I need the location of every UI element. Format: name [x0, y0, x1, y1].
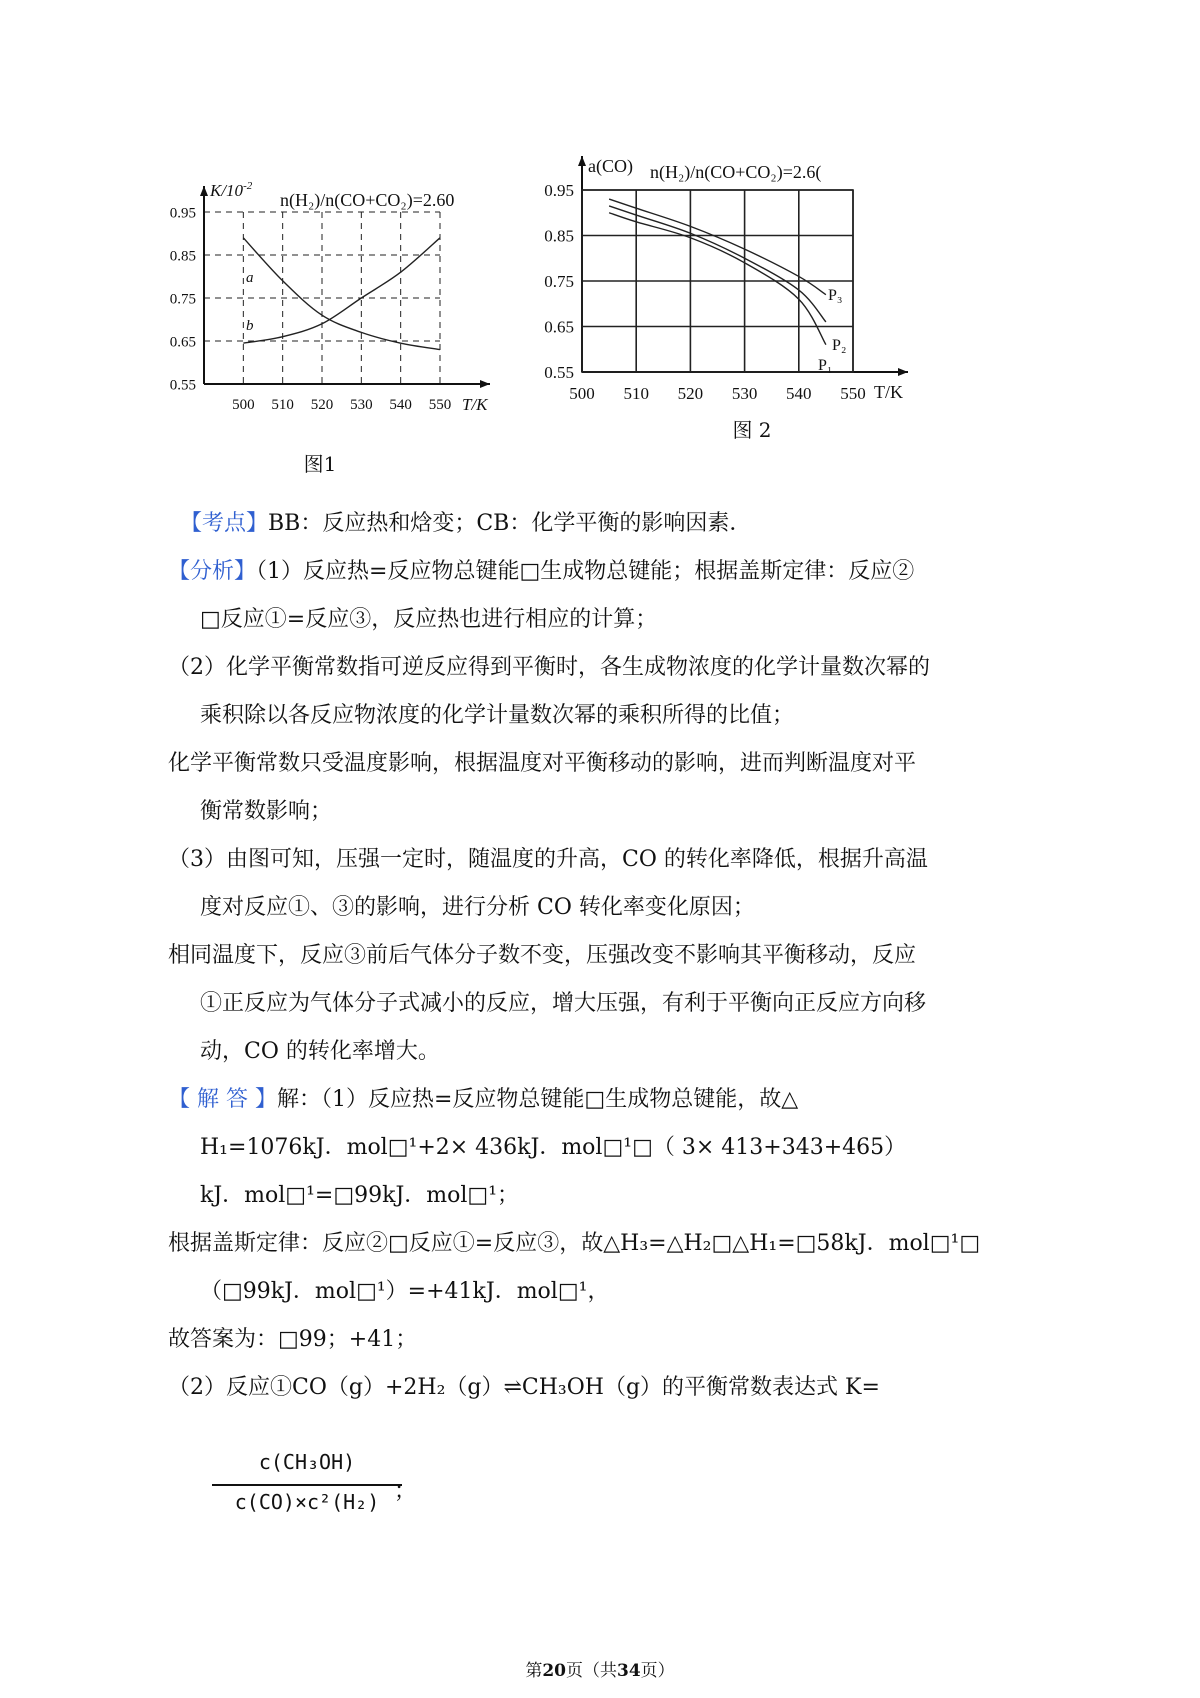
fraction-numerator: c(CH₃OH) [258, 1450, 356, 1474]
footer-mid: 页（共 [566, 1661, 617, 1681]
figure-1-chart [160, 182, 520, 442]
equilibrium-constant-fraction [212, 1450, 416, 1514]
y-tick-label-0: 0.55 [169, 377, 196, 394]
y-tick-label-1: 0.65 [544, 317, 574, 337]
jieda-line-4: （2）反应①CO（g）+2H₂（g）⇌CH₃OH（g）的平衡常数表达式 K= [168, 1375, 880, 1400]
x-tick-label-0: 500 [232, 397, 255, 413]
jieda-paragraph [168, 1076, 1028, 1412]
series-line-1 [243, 238, 440, 343]
figure-2-caption: 图 2 [732, 418, 772, 442]
x-tick-label-2: 520 [310, 397, 334, 413]
fenxi-line-1b: □反应①=反应③，反应热也进行相应的计算； [200, 607, 658, 632]
figure-2 [518, 150, 928, 450]
figure-1-caption: 图1 [303, 452, 337, 476]
x-axis-arrow [480, 380, 490, 388]
x-tick-label-4: 540 [786, 384, 812, 403]
figure-1-curve-label-b: b [246, 318, 254, 334]
y-tick-label-4: 0.95 [169, 205, 196, 222]
fenxi-line-2: （2）化学平衡常数指可逆反应得到平衡时，各生成物浓度的化学计量数次幂的 [168, 655, 930, 680]
fenxi-line-5: 相同温度下，反应③前后气体分子数不变，压强改变不影响其平衡移动，反应 [168, 943, 917, 968]
x-tick-label-3: 530 [731, 384, 758, 403]
jieda-text-1: 解：（1）反应热=反应物总键能□生成物总键能，故△ [276, 1087, 799, 1112]
figure-1 [160, 182, 520, 442]
jieda-line-3: 故答案为：□99；+41； [168, 1327, 418, 1352]
x-tick-label-0: 500 [569, 384, 595, 403]
y-tick-label-2: 0.75 [169, 291, 196, 308]
fenxi-line-1 [168, 548, 1028, 596]
x-tick-label-1: 510 [271, 397, 294, 413]
figure-2-curve-label-p3: P₃ [828, 287, 843, 304]
footer-page-number: 20 [542, 1661, 566, 1681]
fenxi-line-5b: ①正反应为气体分子式减小的反应，增大压强，有利于平衡向正反应方向移 [200, 991, 927, 1016]
figure-2-x-axis-label: T/K [874, 382, 903, 402]
fenxi-line-3: 化学平衡常数只受温度影响，根据温度对平衡移动的影响，进而判断温度对平 [168, 751, 917, 776]
fenxi-line-4b: 度对反应①、③的影响，进行分析 CO 转化率变化原因； [200, 895, 755, 920]
footer-suffix: 页） [640, 1661, 675, 1681]
x-tick-label-5: 550 [428, 397, 452, 413]
figure-2-y-axis-label: a(CO) [588, 156, 633, 176]
fraction-bar [212, 1484, 402, 1486]
series-line-2 [609, 213, 826, 345]
page-footer [0, 1656, 1200, 1681]
y-tick-label-3: 0.85 [169, 248, 196, 265]
jieda-line-2b: （□99kJ．mol□¹）=+41kJ．mol□¹， [200, 1279, 610, 1304]
fenxi-paragraph [168, 548, 1028, 1076]
fenxi-text-1: （1）反应热=反应物总键能□生成物总键能；根据盖斯定律：反应② [256, 559, 915, 584]
fenxi-line-3b: 衡常数影响； [200, 799, 333, 824]
x-tick-label-5: 550 [840, 384, 866, 403]
figure-1-x-axis-label: T/K [462, 395, 488, 414]
kaodian-tag: 【考点】 [180, 511, 269, 536]
figure-2-curve-label-p1: P₁ [818, 357, 833, 374]
x-tick-label-3: 530 [350, 397, 373, 413]
jieda-line-2: 根据盖斯定律：反应②□反应①=反应③，故△H₃=△H₂□△H₁=□58kJ．mol□¹□ [168, 1231, 981, 1256]
figure-1-curve-label-a: a [246, 270, 254, 286]
x-tick-label-2: 520 [677, 384, 704, 403]
jieda-line-1 [168, 1076, 1028, 1124]
kaodian-text: BB：反应热和焓变；CB：化学平衡的影响因素． [268, 511, 752, 536]
figure-2-condition: n(H₂)/n(CO+CO₂)=2.6( [650, 162, 822, 182]
y-tick-label-4: 0.95 [544, 180, 574, 200]
fenxi-tag: 【分析】 [168, 559, 257, 584]
fenxi-line-4: （3）由图可知，压强一定时，随温度的升高，CO 的转化率降低，根据升高温 [168, 847, 928, 872]
x-axis-arrow [898, 368, 908, 376]
fenxi-line-2b: 乘积除以各反应物浓度的化学计量数次幂的乘积所得的比值； [200, 703, 795, 728]
jieda-line-1c: kJ．mol□¹=□99kJ．mol□¹； [200, 1183, 520, 1208]
fenxi-line-5c: 动，CO 的转化率增大。 [200, 1039, 440, 1064]
jieda-tag: 【 解 答 】 [168, 1087, 277, 1112]
figure-1-y-axis-label: $K/10^{-2}$ [210, 182, 253, 200]
fraction-denominator: c(CO)×c²(H₂) [234, 1490, 380, 1514]
y-axis-arrow [200, 186, 208, 196]
footer-prefix: 第 [525, 1661, 543, 1681]
kaodian-paragraph [180, 500, 1020, 548]
y-tick-label-0: 0.55 [544, 362, 574, 382]
x-tick-label-4: 540 [389, 397, 412, 413]
y-axis-arrow [578, 156, 586, 166]
x-tick-label-1: 510 [623, 384, 649, 403]
figure-2-curve-label-p2: P₂ [832, 337, 847, 354]
y-tick-label-1: 0.65 [169, 334, 196, 351]
figure-2-chart [518, 150, 928, 450]
figure-1-condition: n(H₂)/n(CO+CO₂)=2.60 [280, 190, 455, 210]
fraction-semicolon: ； [393, 1479, 416, 1504]
footer-total-pages: 34 [617, 1661, 641, 1681]
jieda-line-1b: H₁=1076kJ．mol□¹+2× 436kJ．mol□¹□（ 3× 413+343+465） [200, 1135, 907, 1160]
y-tick-label-2: 0.75 [544, 271, 574, 291]
y-tick-label-3: 0.85 [544, 226, 574, 246]
